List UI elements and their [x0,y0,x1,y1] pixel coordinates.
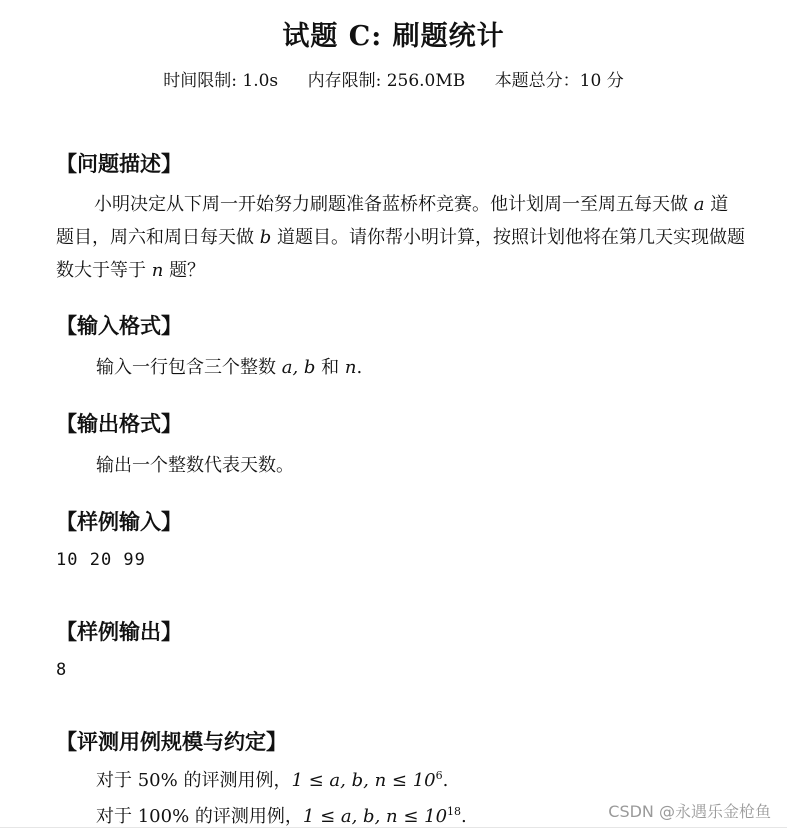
constraint-2-math: 1 ≤ a, b, n ≤ 10 [302,806,448,827]
constraints-heading: 【评测用例规模与约定】 [56,730,287,754]
sample-output-heading: 【样例输出】 [56,620,182,644]
constraint-1-math: 1 ≤ a, b, n ≤ 10 [291,770,436,791]
description-part-1: 小明决定从下周一开始努力刷题准备蓝桥杯竞赛。他计划周一至周五每天做 [94,194,688,215]
memory-limit: 内存限制: 256.0MB [307,71,466,91]
input-end: . [356,357,363,378]
description-part-2: 道题目，周六和周日每天做 [56,194,729,248]
sample-output-text: 8 [56,660,68,680]
time-limit: 时间限制: 1.0s [163,71,279,91]
constraint-1-exp: 6 [435,769,443,782]
bottom-divider [0,827,787,828]
constraint-2-end: . [461,806,467,827]
sample-input-text: 10 20 99 [56,550,146,570]
constraint-line-1 [96,766,448,792]
sample-input-heading: 【样例输入】 [56,510,182,534]
constraint-1-end: . [442,770,449,791]
description-part-3: 道题目。请你帮小明计算，按照计划他将在第几天实现做题数大于等于 [56,227,745,281]
output-format-text: 输出一个整数代表天数。 [96,455,294,476]
input-format-heading: 【输入格式】 [56,314,182,338]
input-var-n: n [344,357,357,378]
description-heading: 【问题描述】 [56,152,182,176]
input-format-pre: 输入一行包含三个整数 [96,357,276,378]
input-format-text [96,353,362,379]
input-and: 和 [321,357,340,378]
total-score: 本题总分：10 分 [494,71,624,91]
watermark: CSDN @永遇乐金枪鱼 [608,802,771,821]
description-part-4: 题？ [169,260,206,281]
problem-meta [0,66,787,91]
constraint-2-pre: 对于 100% 的评测用例， [96,806,303,827]
constraint-1-pre: 对于 50% 的评测用例， [96,770,292,791]
var-a: a [693,194,705,215]
var-b: b [259,227,272,248]
var-n: n [151,260,164,281]
problem-title: 试题 C: 刷题统计 [282,21,505,52]
constraint-line-2 [96,802,467,828]
constraint-2-exp: 18 [447,805,462,818]
output-format-heading: 【输出格式】 [56,412,182,436]
description-text [56,188,746,287]
input-vars: a, b [281,357,316,378]
